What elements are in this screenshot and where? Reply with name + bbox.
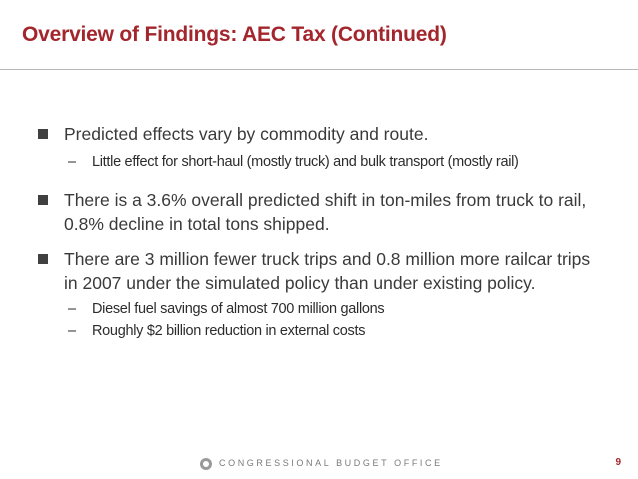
square-bullet-icon: [38, 254, 48, 264]
sub-bullet-list: [64, 298, 598, 342]
sub-bullet-text: Roughly $2 billion reduction in external costs: [92, 323, 366, 339]
bullet-item: [38, 188, 598, 236]
square-bullet-icon: [38, 195, 48, 205]
bullet-item: [38, 122, 598, 173]
bullet-text: There is a 3.6% overall predicted shift in ton-miles from truck to rail, 0.8% decline in total tons shipped.: [64, 190, 587, 234]
footer-organization: CONGRESSIONAL BUDGET OFFICE: [219, 458, 443, 468]
sub-bullet-text: Diesel fuel savings of almost 700 million gallons: [92, 301, 385, 317]
sub-bullet-item: [64, 298, 598, 320]
dash-bullet-icon: –: [68, 323, 76, 339]
sub-bullet-item: [64, 320, 598, 342]
bullet-item: [38, 247, 598, 342]
dash-bullet-icon: –: [68, 301, 76, 317]
cbo-seal-icon: [200, 458, 212, 470]
slide-footer: [0, 457, 638, 473]
sub-bullet-list: [64, 151, 598, 173]
slide-title: Overview of Findings: AEC Tax (Continued): [22, 23, 447, 46]
sub-bullet-text: Little effect for short-haul (mostly truck) and bulk transport (mostly rail): [92, 154, 519, 170]
dash-bullet-icon: –: [68, 154, 76, 170]
bullet-text: There are 3 million fewer truck trips and 0.8 million more railcar trips in 2007 under the simulated policy than under existing policy.: [64, 249, 591, 293]
title-divider: [0, 69, 638, 70]
bullet-text: Predicted effects vary by commodity and route.: [64, 124, 429, 144]
square-bullet-icon: [38, 129, 48, 139]
page-number: 9: [615, 457, 621, 468]
sub-bullet-item: [64, 151, 598, 173]
bullet-list: [38, 122, 598, 342]
